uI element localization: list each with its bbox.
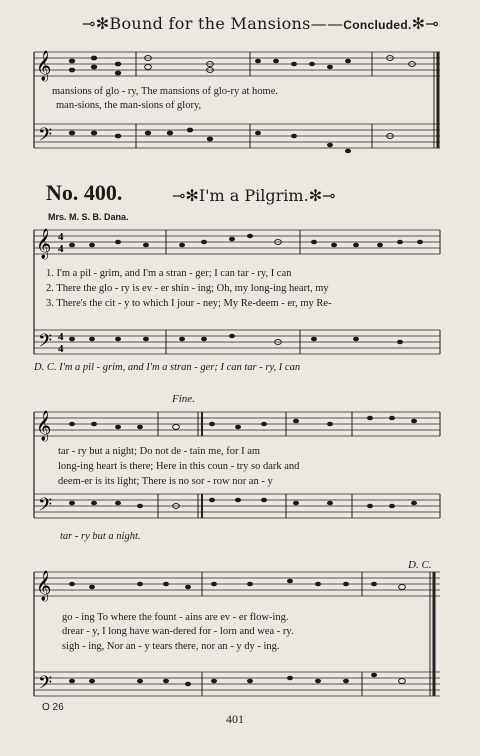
svg-text:4: 4 (58, 243, 64, 255)
treble-clef-icon: 𝄞 (36, 229, 52, 259)
hymn-title: ⊸✻I'm a Pilgrim.✻⊸ (172, 186, 336, 205)
treble-clef-icon: 𝄞 (36, 571, 52, 601)
ornament-right-icon: ✻⊸ (308, 186, 336, 205)
system4-verse3: sigh - ing, Nor an - y tears there, nor an - y dy - ing. (62, 641, 280, 652)
page-number: 401 (226, 712, 244, 726)
system3-dc-lyrics: tar - ry but a night. (60, 531, 141, 542)
system1-lyrics-line2: man-sions, the man-sions of glory, (56, 100, 202, 111)
staff-system2-treble (34, 230, 440, 254)
system4-verse2: drear - y, I long have wan-dered for - lorn and wea - ry. (62, 626, 294, 637)
svg-text:4: 4 (58, 343, 64, 355)
system1-lyrics-line1: mansions of glo - ry, The mansions of glo-ry at home. (52, 86, 279, 97)
system2-dc-lyrics: D. C. I'm a pil - grim, and I'm a stran - ger; I can tar - ry, I can (34, 362, 301, 373)
bass-clef-icon: 𝄢 (38, 495, 53, 520)
staff-system3-bass (34, 494, 440, 518)
staff-system4-bass (34, 672, 440, 696)
system3-verse2: long-ing heart is there; Here in this coun - try so dark and (58, 461, 300, 472)
svg-text:4: 4 (58, 331, 64, 343)
system4-verse1: go - ing To where the fount - ains are ev - er flow-ing. (62, 612, 289, 623)
treble-clef-icon: 𝄞 (36, 51, 52, 81)
signature-code: O 26 (42, 702, 64, 713)
concluded-label: Concluded. (343, 18, 412, 32)
svg-text:4: 4 (58, 231, 64, 243)
system3-verse3: deem-er is its light; There is no sor - row nor an - y (58, 476, 273, 487)
staff-system1-treble (34, 52, 440, 76)
ornament-right-icon: ✻⊸ (411, 14, 440, 33)
system2-verse1: 1. I'm a pil - grim, and I'm a stran - ger; I can tar - ry, I can (46, 268, 292, 279)
staff-system1-bass (34, 124, 440, 148)
staff-system2-bass (34, 330, 440, 354)
ornament-left-icon: ⊸✻ (172, 186, 199, 205)
bass-clef-icon: 𝄢 (38, 125, 53, 150)
ornament-left-icon: ⊸✻ (82, 14, 110, 33)
bass-clef-icon: 𝄢 (38, 673, 53, 698)
staff-system4-treble (34, 572, 440, 596)
title-text: Bound for the Mansions (109, 14, 311, 33)
bass-clef-icon: 𝄢 (38, 331, 53, 356)
system2-verse2: 2. There the glo - ry is ev - er shin - ing; Oh, my long-ing heart, my (46, 283, 329, 294)
fine-marking: Fine. (172, 393, 195, 405)
system2-verse3: 3. There's the cit - y to which I jour - ney; My Re-deem - er, my Re- (46, 298, 332, 309)
treble-clef-icon: 𝄞 (36, 411, 52, 441)
dc-marking: D. C. (408, 559, 432, 571)
continued-hymn-title: ⊸✻Bound for the Mansions——Concluded.✻⊸ (82, 14, 440, 33)
system3-verse1: tar - ry but a night; Do not de - tain me, for I am (58, 446, 261, 457)
hymn-number: No. 400. (46, 180, 123, 205)
hymn-author: Mrs. M. S. B. Dana. (48, 212, 129, 222)
